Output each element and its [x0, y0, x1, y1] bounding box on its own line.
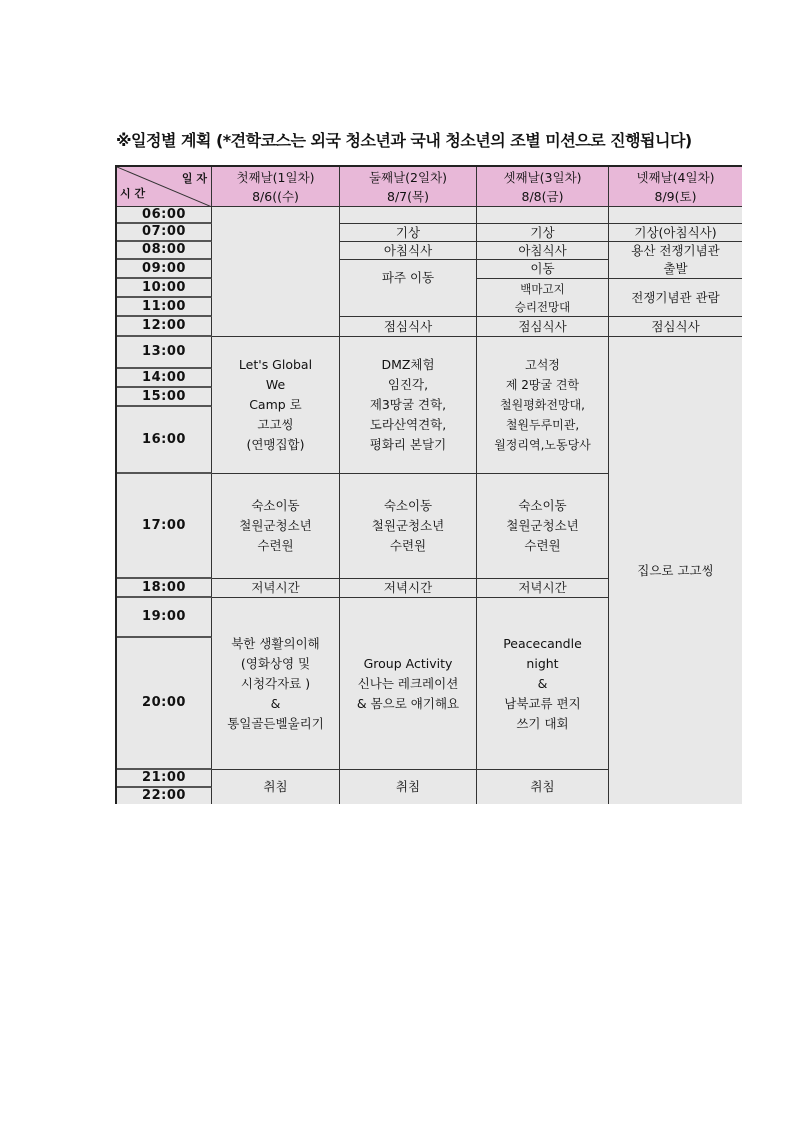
- day4-depart: 용산 전쟁기념관 출발: [609, 242, 742, 279]
- day3-empty: [477, 207, 609, 224]
- day-header-1: [212, 167, 340, 207]
- day4-lunch: 점심식사: [609, 317, 742, 337]
- time-cell: 13:00: [117, 337, 212, 369]
- day3-breakfast: 아침식사: [477, 242, 609, 260]
- day-header-3: [477, 167, 609, 207]
- time-cell: 09:00: [117, 260, 212, 279]
- day2-move: 파주 이동: [340, 260, 477, 317]
- day3-visit: 백마고지 승리전망대: [477, 279, 609, 317]
- day1-sleep: 취침: [212, 770, 340, 804]
- time-cell: 16:00: [117, 407, 212, 474]
- date-axis-label: 일 자: [181, 172, 207, 185]
- time-cell: 12:00: [117, 317, 212, 337]
- day4-empty: [609, 207, 742, 224]
- day2-afternoon: DMZ체험 임진각, 제3땅굴 견학, 도라산역견학, 평화리 본달기: [340, 337, 477, 474]
- day-date: 8/8(금): [521, 188, 564, 204]
- day2-evening: Group Activity 신나는 레크레이션 & 몸으로 얘기해요: [340, 598, 477, 770]
- day1-lodging: 숙소이동 철원군청소년 수련원: [212, 474, 340, 579]
- day2-lunch: 점심식사: [340, 317, 477, 337]
- time-cell: 19:00: [117, 598, 212, 638]
- time-cell: 07:00: [117, 224, 212, 242]
- day-date: 8/6((수): [252, 188, 299, 204]
- time-cell: 08:00: [117, 242, 212, 260]
- time-cell: 06:00: [117, 207, 212, 224]
- day-date: 8/9(토): [654, 188, 697, 204]
- day2-breakfast: 아침식사: [340, 242, 477, 260]
- day4-wake: 기상(아침식사): [609, 224, 742, 242]
- day3-afternoon: 고석정 제 2땅굴 견학 철원평화전망대, 철원두루미관, 월정리역,노동당사: [477, 337, 609, 474]
- time-cell: 22:00: [117, 788, 212, 804]
- time-cell: 21:00: [117, 770, 212, 788]
- day4-home: 집으로 고고씽: [609, 337, 742, 804]
- day3-lunch: 점심식사: [477, 317, 609, 337]
- day-label: 넷째날(4일차): [636, 169, 715, 185]
- day-date: 8/7(목): [387, 188, 429, 204]
- day3-move: 이동: [477, 260, 609, 279]
- time-cell: 11:00: [117, 298, 212, 317]
- day-header-2: [340, 167, 477, 207]
- time-cell: 14:00: [117, 369, 212, 388]
- day2-empty: [340, 207, 477, 224]
- day1-afternoon: Let's Global We Camp 로 고고씽 (연맹집합): [212, 337, 340, 474]
- time-axis-label: 시 간: [120, 187, 146, 200]
- day-header-4: [609, 167, 742, 207]
- day3-lodging: 숙소이동 철원군청소년 수련원: [477, 474, 609, 579]
- day2-dinner: 저녁시간: [340, 579, 477, 598]
- time-cell: 17:00: [117, 474, 212, 579]
- time-cell: 18:00: [117, 579, 212, 598]
- day2-sleep: 취침: [340, 770, 477, 804]
- day4-visit: 전쟁기념관 관람: [609, 279, 742, 317]
- day-label: 둘째날(2일차): [368, 169, 448, 185]
- day2-wake: 기상: [340, 224, 477, 242]
- day1-dinner: 저녁시간: [212, 579, 340, 598]
- time-cell: 20:00: [117, 638, 212, 770]
- day-label: 셋째날(3일차): [503, 169, 582, 185]
- time-cell: 10:00: [117, 279, 212, 298]
- page-title: ※일정별 계획 (*견학코스는 외국 청소년과 국내 청소년의 조별 미션으로 진행됩니다): [116, 131, 692, 150]
- day3-sleep: 취침: [477, 770, 609, 804]
- day3-dinner: 저녁시간: [477, 579, 609, 598]
- day-label: 첫째날(1일차): [236, 169, 315, 185]
- schedule-table: [115, 165, 742, 804]
- day3-evening: Peacecandle night & 남북교류 편지 쓰기 대회: [477, 598, 609, 770]
- day1-morning-empty: [212, 207, 340, 337]
- day1-evening: 북한 생활의이해 (영화상영 및 시청각자료 ) & 통일골든벨울리기: [212, 598, 340, 770]
- time-cell: 15:00: [117, 388, 212, 407]
- day2-lodging: 숙소이동 철원군청소년 수련원: [340, 474, 477, 579]
- day3-wake: 기상: [477, 224, 609, 242]
- corner-header: [117, 167, 212, 207]
